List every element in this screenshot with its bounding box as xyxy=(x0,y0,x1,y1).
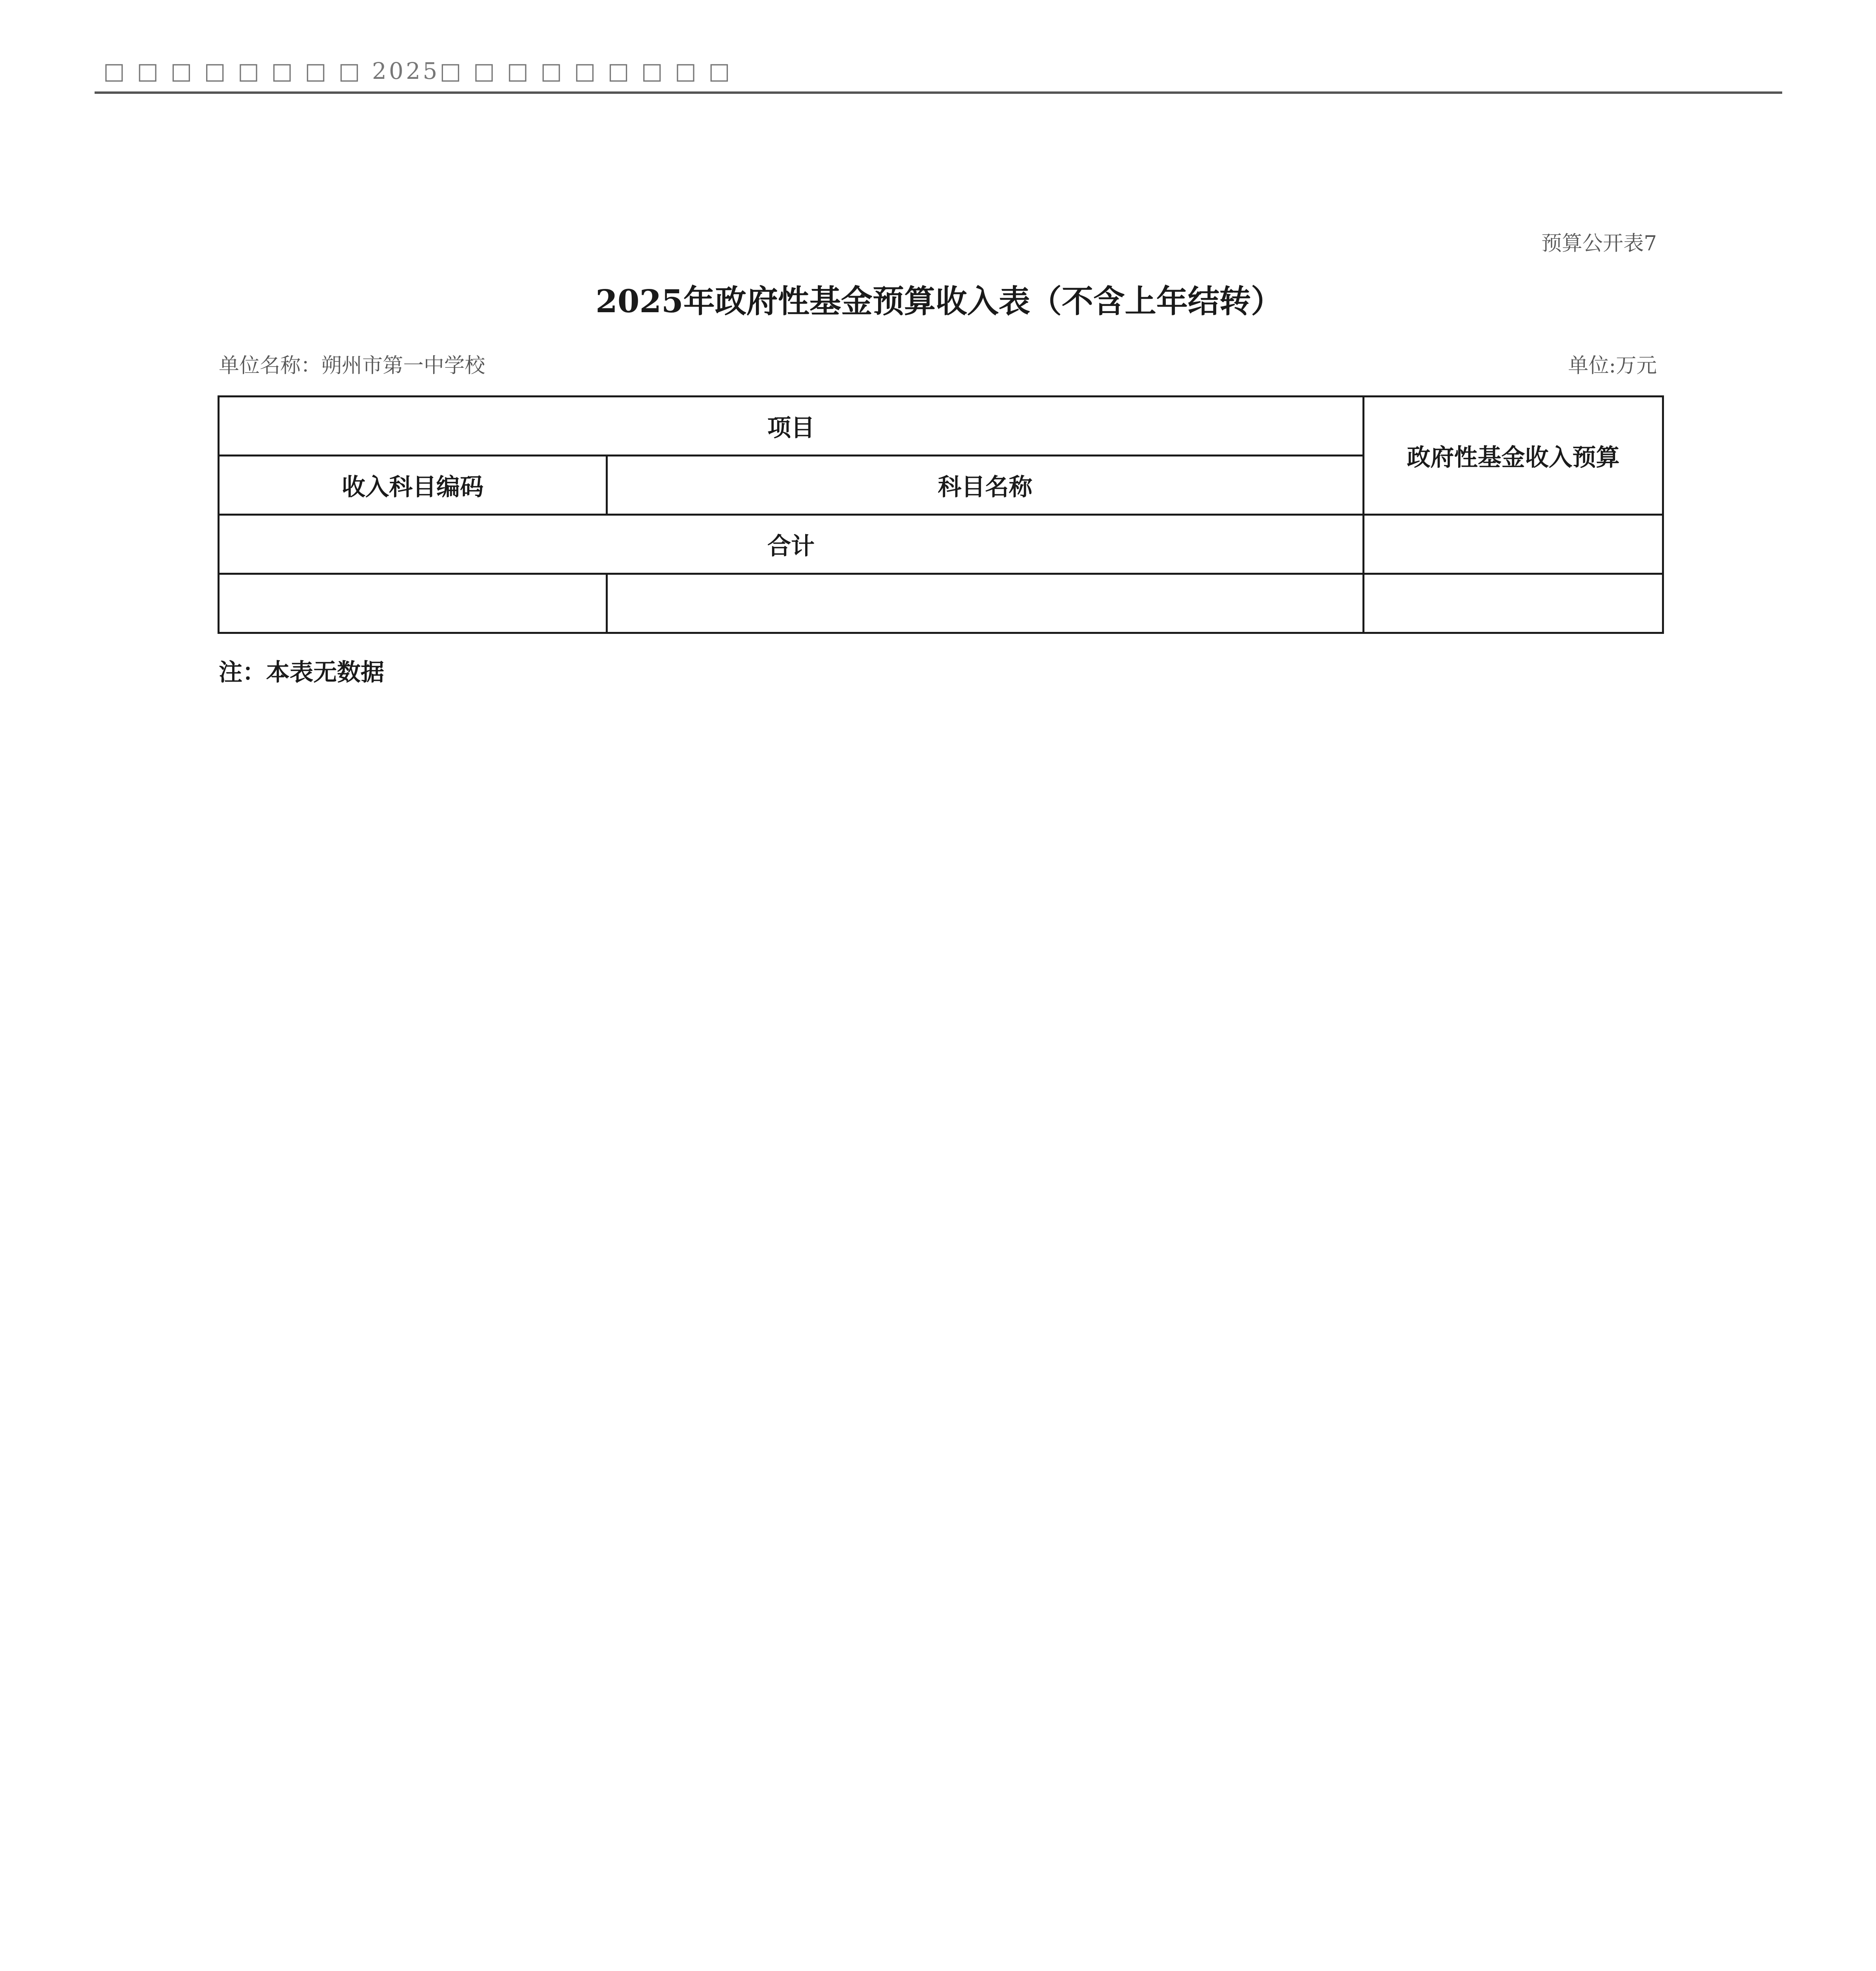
row-code xyxy=(219,574,607,633)
table-code: 预算公开表7 xyxy=(1541,232,1657,255)
page-title: 2025年政府性基金预算收入表（不含上年结转） xyxy=(596,283,1282,320)
unit-name: 单位名称：朔州市第一中学校 xyxy=(219,354,486,378)
table-row xyxy=(219,574,1663,633)
running-header: □ □ □ □ □ □ □ □ 2025□ □ □ □ □ □ □ □ □ xyxy=(103,58,733,84)
row-name xyxy=(607,574,1364,633)
currency-unit: 单位:万元 xyxy=(1568,354,1657,378)
header-divider xyxy=(95,91,1782,94)
table-header-row xyxy=(219,397,1663,456)
total-value xyxy=(1364,515,1663,574)
total-label: 合计 xyxy=(219,515,1364,574)
table-note: 注：本表无数据 xyxy=(219,659,384,686)
header-code: 收入科目编码 xyxy=(219,456,607,515)
total-row xyxy=(219,515,1663,574)
header-name: 科目名称 xyxy=(607,456,1364,515)
row-budget xyxy=(1364,574,1663,633)
header-budget: 政府性基金收入预算 xyxy=(1364,397,1663,515)
budget-table xyxy=(218,395,1664,634)
header-project: 项目 xyxy=(219,397,1364,456)
